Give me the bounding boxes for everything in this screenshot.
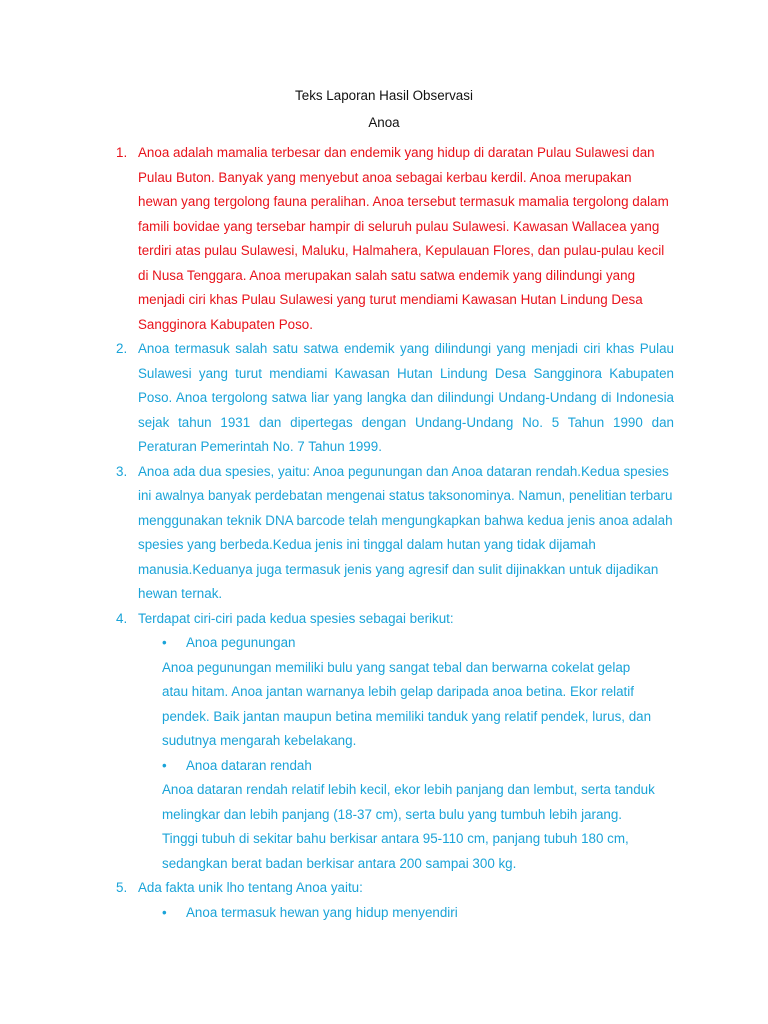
bullet-paragraph: Anoa dataran rendah relatif lebih kecil, ekor lebih panjang dan lembut, serta tanduk melingkar dan lebih panjang (18-37 cm), serta bulu yang tumbuh lebih jarang. Tinggi tubuh di sekitar bahu berkisar antara 95-110 cm, panjang tubuh 180 cm, sedangkan berat badan berkisar antara 200 sampai 300 kg. bbox=[162, 782, 655, 871]
bullet-icon: • bbox=[162, 904, 167, 920]
bullet-item bbox=[162, 754, 768, 779]
list-item-2 bbox=[0, 337, 768, 460]
bullet-label: Anoa dataran rendah bbox=[186, 757, 312, 773]
list-item-text: Anoa termasuk salah satu satwa endemik yang dilindungi yang menjadi ciri khas Pulau Sulawesi yang turut mendiami Kawasan Hutan Lindung Desa Sangginora Kabupaten Poso. Anoa tergolong satwa liar yang langka dan dilindungi Undang-Undang di Indonesia sejak tahun 1931 dan dipertegas dengan Undang-Undang No. 5 Tahun 1990 dan Peraturan Pemerintah No. 7 Tahun 1999. bbox=[138, 341, 674, 454]
bullet-paragraph: Anoa pegunungan memiliki bulu yang sangat tebal dan berwarna cokelat gelap atau hitam. Anoa jantan warnanya lebih gelap daripada anoa betina. Ekor relatif pendek. Baik jantan maupun betina memiliki tanduk yang relatif pendek, lurus, dan sudutnya mengarah kebelakang. bbox=[162, 659, 652, 748]
bullet-item bbox=[162, 901, 768, 926]
list-item-number: 5. bbox=[116, 880, 128, 895]
list-item-text: Terdapat ciri-ciri pada kedua spesies sebagai berikut: bbox=[138, 610, 454, 626]
bullet-label: Anoa termasuk hewan yang hidup menyendiri bbox=[186, 904, 458, 920]
bullet-item bbox=[162, 631, 768, 656]
list-item-number: 3. bbox=[116, 463, 128, 479]
bullet-icon: • bbox=[162, 635, 167, 650]
list-item-5 bbox=[0, 876, 768, 925]
list-item-number: 2. bbox=[116, 341, 128, 356]
list-item-number: 4. bbox=[116, 610, 128, 626]
list-item-number: 1. bbox=[116, 145, 128, 160]
list-item-text: Ada fakta unik lho tentang Anoa yaitu: bbox=[138, 880, 363, 895]
list-item-4 bbox=[0, 607, 768, 877]
document-subtitle: Anoa bbox=[368, 115, 400, 130]
list-item-text: Anoa ada dua spesies, yaitu: Anoa pegunungan dan Anoa dataran rendah.Kedua spesies ini awalnya banyak perdebatan mengenai status taksonominya. Namun, penelitian terbaru menggunakan teknik DNA barcode telah mengungkapkan bahwa kedua jenis anoa adalah spesies yang berbeda.Kedua jenis ini tinggal dalam hutan yang tidak dijamah manusia.Keduanya juga termasuk jenis yang agresif dan sulit dijinakkan untuk dijadikan hewan ternak. bbox=[138, 463, 673, 601]
numbered-list bbox=[0, 141, 768, 925]
bullet-label: Anoa pegunungan bbox=[186, 635, 296, 650]
list-item-3 bbox=[0, 460, 768, 607]
document-title: Teks Laporan Hasil Observasi bbox=[295, 88, 473, 103]
list-item-1 bbox=[0, 141, 768, 337]
bullet-icon: • bbox=[162, 757, 167, 773]
list-item-text: Anoa adalah mamalia terbesar dan endemik yang hidup di daratan Pulau Sulawesi dan Pulau Buton. Banyak yang menyebut anoa sebagai kerbau kerdil. Anoa merupakan hewan yang tergolong fauna peralihan. Anoa tersebut termasuk mamalia tergolong dalam famili bovidae yang tersebar hampir di seluruh pulau Sulawesi. Kawasan Wallacea yang terdiri atas pulau Sulawesi, Maluku, Halmahera, Kepulauan Flores, dan pulau-pulau kecil di Nusa Tenggara. Anoa merupakan salah satu satwa endemik yang dilindungi yang menjadi ciri khas Pulau Sulawesi yang turut mendiami Kawasan Hutan Lindung Desa Sangginora Kabupaten Poso. bbox=[138, 145, 669, 332]
